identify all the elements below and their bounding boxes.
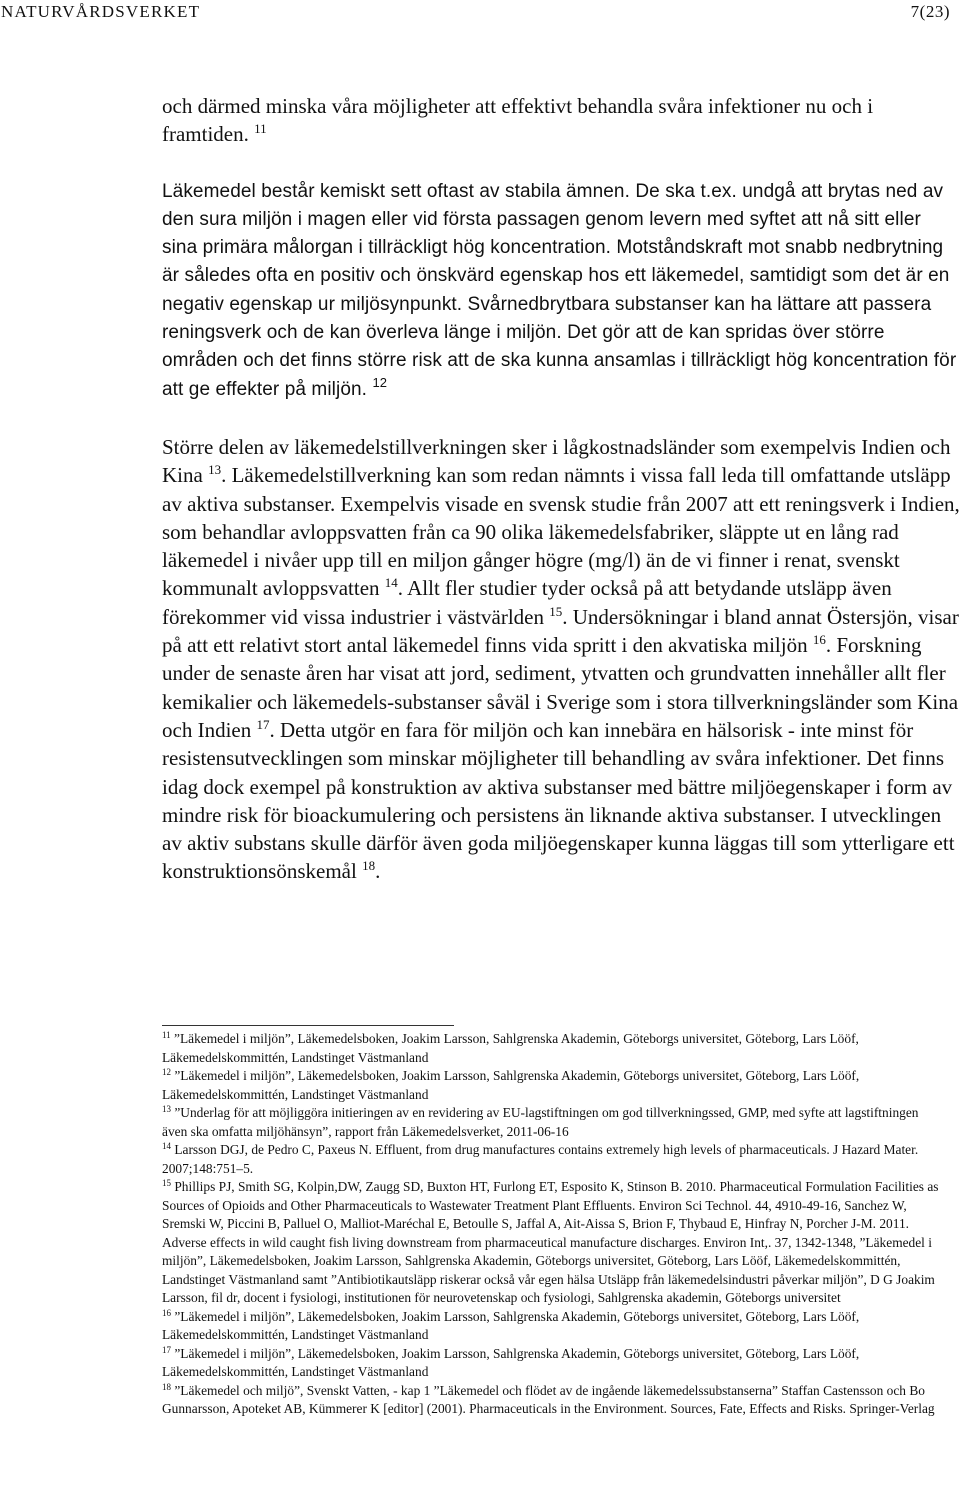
footnote-text: ”Läkemedel och miljö”, Svenskt Vatten, - kap 1 ”Läkemedel och flödet av de ingående läkemedelssubstanserna” Staffan Castensson och Bo Gunnarsson, Apoteket AB, Kümmerer K [editor] (2001). Pharmaceuticals in the Environment. Sources, Fate, Effects and Risks. Springer-Verlag xyxy=(162,1382,935,1416)
footnote-text: ”Läkemedel i miljön”, Läkemedelsboken, Joakim Larsson, Sahlgrenska Akademin, Göteborgs universitet, Göteborg, Lars Lööf, Läkemedelskommittén, Landstinget Västmanland xyxy=(162,1308,860,1342)
paragraph-3-text: . Allt fler studier tyder också på att betydande utsläpp även förekommer vid vissa industrier i västvärlden xyxy=(162,576,892,629)
footnote-number: 17 xyxy=(162,1344,171,1355)
footnote-number: 16 xyxy=(162,1307,171,1318)
footnote-18 xyxy=(162,1382,947,1419)
footnote-ref-18[interactable]: 18 xyxy=(362,858,376,874)
footnotes xyxy=(162,1030,947,1419)
footnote-text: Phillips PJ, Smith SG, Kolpin,DW, Zaugg SD, Buxton HT, Furlong ET, Esposito K, Stinson B. 2010. Pharmaceutical Formulation Facilities as Sources of Opioids and Other Pharmaceuticals to Wastewater Treatment Plant Effluents. Environ Sci Technol. 44, 4910-49-16, Sanchez W, Sremski W, Piccini B, Palluel O, Malliot-Maréchal E, Betoulle S, Jaffal A, Ait-Aissa S, Brion F, Thybaud E, Hinfray N, Porcher J-M. 2011. Adverse effects in wild caught fish living downstream from pharmaceutical manufacture discharges. Environ Int,. 37, 1342-1348, ”Läkemedel i miljön”, Läkemedelsboken, Joakim Larsson, Sahlgrenska Akademin, Göteborgs universitet, Göteborg, Lars Lööf, Läkemedelskommittén, Landstinget Västmanland samt ”Antibiotikautsläpp riskerar också vår egen hälsa Utsläpp från läkemedelsindustri påverkar miljön”, D G Joakim Larsson, fil dr, docent i fysiologi, institutionen för neurovetenskap och fysiologi, Sahlgrenska akademin, Göteborgs universitet xyxy=(162,1179,939,1305)
footnote-ref-14[interactable]: 14 xyxy=(384,575,398,591)
paragraph-3-text: . xyxy=(375,859,381,884)
footnote-14 xyxy=(162,1141,947,1178)
footnote-text: ”Läkemedel i miljön”, Läkemedelsboken, Joakim Larsson, Sahlgrenska Akademin, Göteborgs universitet, Göteborg, Lars Lööf, Läkemedelskommittén, Landstinget Västmanland xyxy=(162,1345,860,1379)
footnote-ref-15[interactable]: 15 xyxy=(549,603,563,619)
page-number: 7(23) xyxy=(910,2,950,21)
paragraph-3-text: . Detta utgör en fara för miljön och kan innebära en hälsorisk - inte minst för resistensutvecklingen som minskar möjligheter till behandling av svåra infektioner. Det finns idag dock exempel på konstruktion av aktiva substanser med bättre miljöegenskaper i form av mindre risk för bioackumulering och persistens än liknande aktiva substanser. I utvecklingen av aktiv substans skulle därför även goda miljöegenskaper kunna läggas till som ytterligare ett konstruktionsönskemål xyxy=(162,717,955,884)
footnote-ref-11[interactable]: 11 xyxy=(254,121,267,137)
footnote-13 xyxy=(162,1104,947,1141)
footnote-16 xyxy=(162,1308,947,1345)
paragraph-1-text: och därmed minska våra möjligheter att effektivt behandla svåra infektioner nu och i framtiden. xyxy=(162,94,874,147)
footnote-text: Larsson DGJ, de Pedro C, Paxeus N. Effluent, from drug manufactures contains extremely high levels of pharmaceuticals. J Hazard Mater. 2007;148:751–5. xyxy=(162,1142,919,1176)
footnote-ref-12[interactable]: 12 xyxy=(372,374,388,390)
footnote-number: 14 xyxy=(162,1141,171,1151)
footnote-number: 12 xyxy=(162,1067,171,1077)
footnote-15 xyxy=(162,1178,947,1308)
footnote-number: 18 xyxy=(162,1381,171,1392)
footnote-17 xyxy=(162,1345,947,1382)
paragraph-3-text: Större delen av läkemedelstillverkningen sker i lågkostnadsländer som exempelvis Indien och Kina xyxy=(162,434,951,488)
footnote-text: ”Läkemedel i miljön”, Läkemedelsboken, Joakim Larsson, Sahlgrenska Akademin, Göteborgs universitet, Göteborg, Lars Lööf, Läkemedelskommittén, Landstinget Västmanland xyxy=(162,1031,859,1065)
footnote-12 xyxy=(162,1067,947,1104)
footnote-number: 15 xyxy=(162,1178,171,1188)
paragraph-3-text: . Läkemedelstillverkning kan som redan nämnts i vissa fall leda till omfattande utsläpp av aktiva substanser. Exempelvis visade en svensk studie från 2007 att ett reningsverk i Indien, som behandlar avloppsvatten från ca 90 olika läkemedelsfabriker, släppte ut en lång rad läkemedel i nivåer upp till en miljon gånger högre (mg/l) än de vi finner i renat, svenskt kommunalt avloppsvatten xyxy=(162,463,960,601)
organization-name: NATURVÅRDSVERKET xyxy=(1,2,201,21)
paragraph-2 xyxy=(162,178,960,404)
paragraph-1 xyxy=(162,92,960,149)
footnote-ref-17[interactable]: 17 xyxy=(256,716,270,732)
footnote-number: 11 xyxy=(162,1030,171,1040)
footnote-ref-13[interactable]: 13 xyxy=(208,462,222,478)
paragraph-3-text: . Undersökningar i bland annat Östersjön, visar på att ett relativt stort antal läkemedel finns vida spritt i den akvatiska miljön xyxy=(162,604,959,658)
footnote-text: ”Läkemedel i miljön”, Läkemedelsboken, Joakim Larsson, Sahlgrenska Akademin, Göteborgs universitet, Göteborg, Lars Lööf, Läkemedelskommittén, Landstinget Västmanland xyxy=(162,1068,860,1102)
paragraph-3 xyxy=(162,433,960,886)
paragraph-2-text: Läkemedel består kemiskt sett oftast av stabila ämnen. De ska t.ex. undgå att brytas ned av den sura miljön i magen eller vid första passagen genom levern med syftet att nå sitt eller sina primära målorgan i tillräckligt hög koncentration. Motståndskraft mot snabb nedbrytning är således ofta en positiv och önskvärd egenskap hos ett läkemedel, samtidigt som det är en negativ egenskap ur miljösynpunkt. Svårnedbrytbara substanser kan ha lättare att passera reningsverk och de kan överleva länge i miljön. Det gör att de kan spridas över större områden och det finns större risk att de ska kunna ansamlas i tillräckligt hög koncentration för att ge effekter på miljön. xyxy=(162,180,957,400)
footnote-separator xyxy=(162,1025,454,1026)
paragraph-3-text: . Forskning under de senaste åren har visat att jord, sediment, ytvatten och grundvatten innehåller allt fler kemikalier och läkemedels-substanser såväl i Sverige som i stora tillverkningsländer som Kina och Indien xyxy=(162,633,959,742)
footnote-text: ”Underlag för att möjliggöra initieringen av en revidering av EU-lagstiftningen om god tillverkningssed, GMP, med syfte att lagstiftningen även ska omfatta miljöhänsyn”, rapport från Läkemedelsverket, 2011-06-16 xyxy=(162,1105,919,1139)
footnote-ref-16[interactable]: 16 xyxy=(812,632,826,648)
footnote-number: 13 xyxy=(162,1104,171,1114)
page-header xyxy=(0,0,960,26)
body-text xyxy=(162,92,960,886)
footnote-11 xyxy=(162,1030,947,1067)
